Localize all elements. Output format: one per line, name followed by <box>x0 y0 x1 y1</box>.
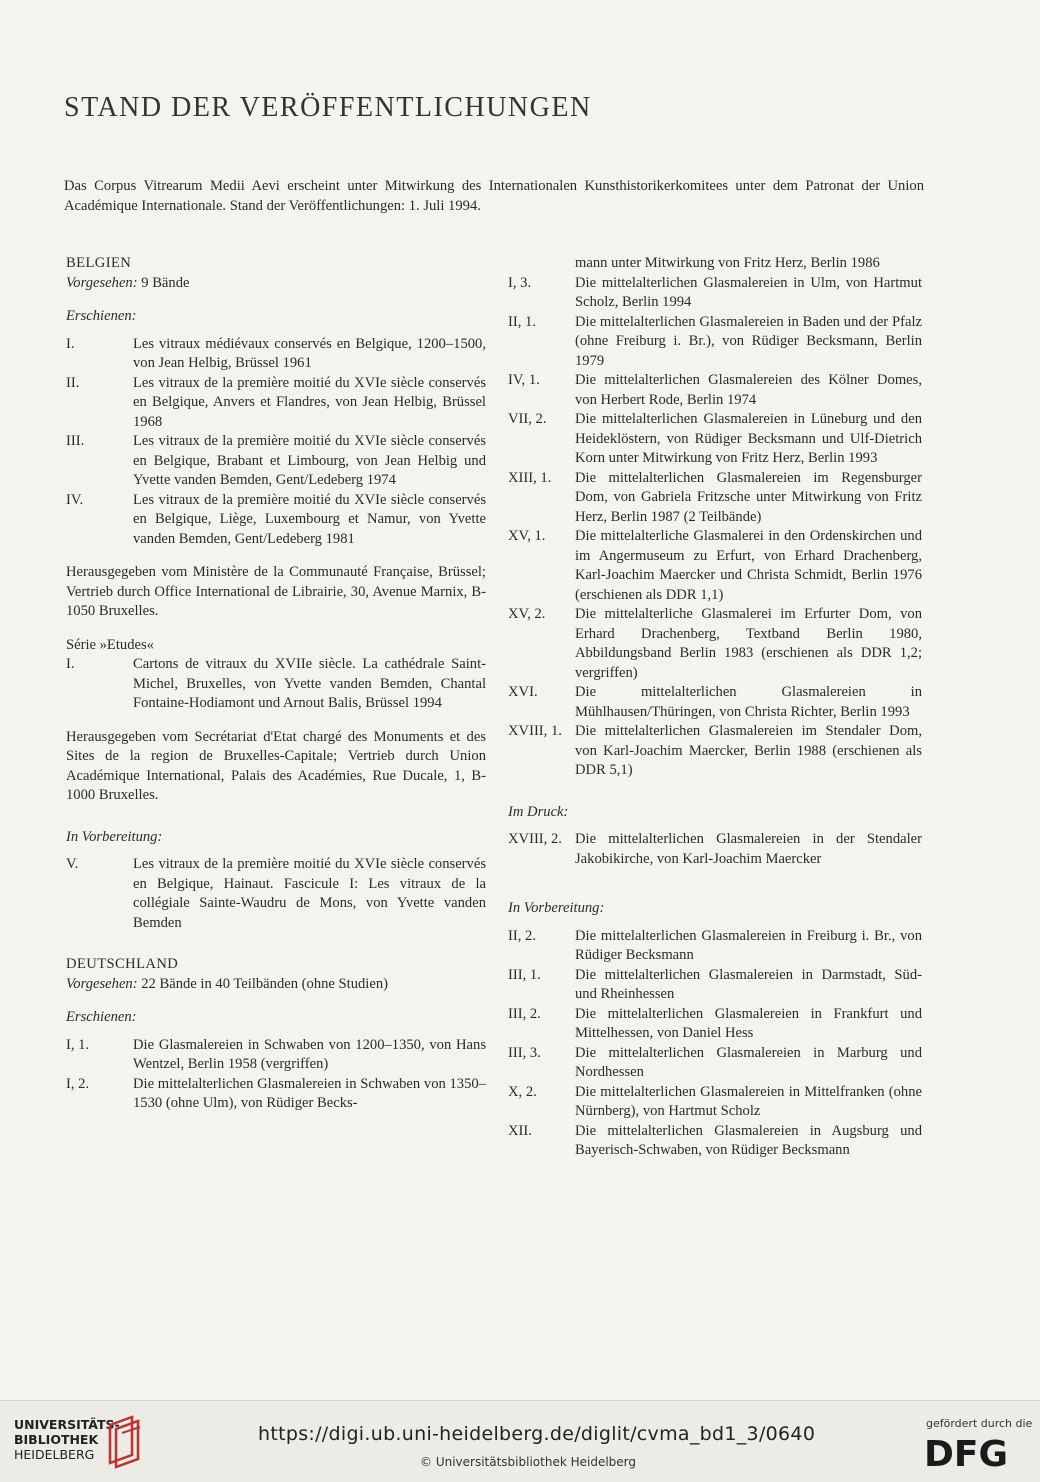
entry-text: Die Glasmalereien in Schwaben von 1200–1350, von Hans Wentzel, Berlin 1958 (vergriffen) <box>133 1036 486 1072</box>
footer-bar <box>0 1400 1040 1482</box>
entry-number: IV, 1. <box>508 372 540 388</box>
left-column <box>66 254 486 1114</box>
entry-text: Cartons de vitraux du XVIIe siècle. La cathédrale Saint-Michel, Bruxelles, von Yvette vanden Bemden, Chantal Fontaine-Hodiamont und Arnout Balis, Brüssel 1994 <box>133 656 486 711</box>
entry-number: II, 2. <box>508 927 536 944</box>
entry-number: XVI. <box>508 684 538 700</box>
list-item <box>66 655 486 714</box>
list-item <box>66 335 486 374</box>
permalink-url[interactable]: https://digi.ub.uni-heidelberg.de/diglit/cvma_bd1_3/0640 <box>258 1423 816 1445</box>
entry-number: I, 3. <box>508 274 532 291</box>
entry-text: Die mittelalterlichen Glasmalereien in Lüneburg und den Heideklöstern, von Rüdiger Becksmann und Ulf-Dietrich Korn unter Mitwirkung von Fritz Herz, Berlin 1993 <box>575 411 922 466</box>
list-item <box>508 1122 922 1161</box>
entry-text: Les vitraux de la première moitié du XVIe siècle conservés en Belgique, Anvers et Flandres, von Jean Helbig, Brüssel 1968 <box>133 374 486 430</box>
entry-number: VII, 2. <box>508 411 547 427</box>
belgien-publisher-1: Herausgegeben vom Ministère de la Communauté Française, Brüssel; Vertrieb durch Office International de Librairie, 30, Avenue Marnix, B-1050 Bruxelles. <box>66 564 486 619</box>
copyright-text: © Universitätsbibliothek Heidelberg <box>420 1455 637 1469</box>
library-name-line3: HEIDELBERG <box>14 1447 95 1462</box>
list-item <box>66 374 486 433</box>
entry-text: Die mittelalterlichen Glasmalereien in der Stendaler Jakobikirche, von Karl-Joachim Maercker <box>575 831 922 867</box>
entry-number: XVIII, 1. <box>508 723 562 739</box>
erschienen-label: Erschienen: <box>66 1009 137 1025</box>
dfg-logo-text: DFG <box>924 1434 1009 1471</box>
list-item <box>66 855 486 933</box>
list-item <box>508 274 922 313</box>
page-title: STAND DER VERÖFFENTLICHUNGEN <box>64 92 592 123</box>
entry-number: XVIII, 2. <box>508 831 562 847</box>
entry-text: Die mittelalterlichen Glasmalereien im Regensburger Dom, von Gabriela Fritzsche unter Mitwirkung von Fritz Herz, Berlin 1987 (2 Teilbände) <box>575 469 922 525</box>
entry-number: II. <box>66 374 80 391</box>
right-column <box>508 254 922 1161</box>
list-item <box>508 371 922 410</box>
vorgesehen-value: 9 Bände <box>137 274 190 291</box>
entry-text: Die mittelalterlichen Glasmalereien in Mittelfranken (ohne Nürnberg), von Hartmut Scholz <box>575 1083 922 1119</box>
list-item <box>508 313 922 372</box>
entry-text: Die mittelalterlichen Glasmalereien in Frankfurt und Mittelhessen, von Daniel Hess <box>575 1005 922 1041</box>
entry-number: V. <box>66 856 79 872</box>
list-item <box>508 927 922 966</box>
entry-number: X, 2. <box>508 1083 537 1100</box>
vorgesehen-label: Vorgesehen: <box>66 975 138 992</box>
list-item <box>508 410 922 469</box>
list-item <box>508 722 922 781</box>
entry-number: XV, 1. <box>508 528 546 544</box>
entry-number: I. <box>66 656 75 672</box>
list-item <box>66 491 486 550</box>
entry-number: II, 1. <box>508 313 536 330</box>
list-item <box>508 683 922 722</box>
entry-number: I. <box>66 335 75 352</box>
entry-text: Die mittelalterlichen Glasmalereien in Marburg und Nordhessen <box>575 1044 922 1080</box>
entry-number: III, 1. <box>508 966 541 983</box>
entry-text: Les vitraux de la première moitié du XVIe siècle conservés en Belgique, Brabant et Limbourg, von Jean Helbig und Yvette vanden Bemden, Gent/Ledeberg 1974 <box>133 433 486 488</box>
deutschland-vorgesehen <box>66 975 486 995</box>
list-item <box>66 1075 486 1114</box>
belgien-vorgesehen <box>66 274 486 294</box>
library-logo[interactable] <box>14 1417 120 1462</box>
vorbereitung-label: In Vorbereitung: <box>508 900 605 916</box>
belgien-serie-list <box>66 655 486 714</box>
entry-number: XV, 2. <box>508 606 546 622</box>
intro-paragraph: Das Corpus Vitrearum Medii Aevi erscheint unter Mitwirkung des Internationalen Kunsthistorikerkomitees unter dem Patronat der Union Académique Internationale. Stand der Veröffentlichungen: 1. Juli 1994. <box>64 178 924 214</box>
entry-text: Die mittelalterliche Glasmalerei im Erfurter Dom, von Erhard Drachenberg, Textband Berlin 1980, Abbildungsband Berlin 1983 (erschienen als DDR 1,2; vergriffen) <box>575 606 922 681</box>
list-item <box>508 254 922 274</box>
entry-number: I, 2. <box>66 1075 90 1092</box>
library-name-line1: UNIVERSITÄTS- <box>14 1417 120 1432</box>
deutschland-erschienen-list-right <box>508 274 922 781</box>
entry-text: Les vitraux de la première moitié du XVIe siècle conservés en Belgique, Hainaut. Fascicule I: Les vitraux de la collégiale Sainte-Waudru de Mons, von Yvette vanden Bemden <box>133 856 486 931</box>
vorbereitung-label: In Vorbereitung: <box>66 828 163 845</box>
entry-text: Die mittelalterlichen Glasmalereien in Ulm, von Hartmut Scholz, Berlin 1994 <box>575 274 922 310</box>
list-item <box>508 1083 922 1122</box>
belgien-erschienen-list <box>66 335 486 550</box>
entry-continuation: mann unter Mitwirkung von Fritz Herz, Berlin 1986 <box>575 255 880 271</box>
library-name-line2: BIBLIOTHEK <box>14 1432 99 1447</box>
deutschland-erschienen-list-left <box>66 1036 486 1114</box>
entry-number: IV. <box>66 491 84 508</box>
entry-text: Die mittelalterlichen Glasmalereien in Augsburg und Bayerisch-Schwaben, von Rüdiger Becksmann <box>575 1122 922 1158</box>
entry-text: Die mittelalterlichen Glasmalereien in Mühlhausen/Thüringen, von Christa Richter, Berlin 1993 <box>575 684 922 720</box>
entry-text: Die mittelalterlichen Glasmalereien in Freiburg i. Br., von Rüdiger Becksmann <box>575 927 922 963</box>
entry-text: Die mittelalterlichen Glasmalereien des Kölner Domes, von Herbert Rode, Berlin 1974 <box>575 372 922 408</box>
erschienen-label: Erschienen: <box>66 308 137 324</box>
vorgesehen-label: Vorgesehen: <box>66 274 138 291</box>
entry-text: Die mittelalterlichen Glasmalereien in Baden und der Pfalz (ohne Freiburg i. Br.), von Rüdiger Becksmann, Berlin 1979 <box>575 313 922 369</box>
entry-text: Les vitraux médiévaux conservés en Belgique, 1200–1500, von Jean Helbig, Brüssel 1961 <box>133 335 486 371</box>
list-item <box>508 605 922 683</box>
list-item <box>508 830 922 869</box>
deutschland-vorbereitung-list <box>508 927 922 1161</box>
list-item <box>508 469 922 528</box>
entry-number: I, 1. <box>66 1036 90 1053</box>
list-item <box>508 1005 922 1044</box>
entry-number: III. <box>66 433 85 449</box>
funded-by-label: gefördert durch die <box>926 1417 1033 1430</box>
entry-number: III, 3. <box>508 1044 541 1061</box>
druck-label: Im Druck: <box>508 803 569 820</box>
list-item <box>508 1044 922 1083</box>
entry-text: Les vitraux de la première moitié du XVIe siècle conservés en Belgique, Liège, Luxembourg et Namur, von Yvette vanden Bemden, Gent/Ledeberg 1981 <box>133 491 486 547</box>
dfg-logo[interactable] <box>922 1433 1026 1471</box>
serie-label: Série »Etudes« <box>66 636 154 653</box>
entry-number: XII. <box>508 1122 532 1139</box>
vorgesehen-value: 22 Bände in 40 Teilbänden (ohne Studien) <box>137 975 388 992</box>
section-heading-belgien: BELGIEN <box>66 255 132 271</box>
book-icon <box>106 1415 144 1469</box>
entry-number: XIII, 1. <box>508 469 552 486</box>
list-item <box>508 527 922 605</box>
list-item <box>508 966 922 1005</box>
list-item <box>66 1036 486 1075</box>
belgien-publisher-2: Herausgegeben vom Secrétariat d'Etat chargé des Monuments et des Sites de la region de Bruxelles-Capitale; Vertrieb durch Union Académique International, Palais des Académies, Rue Ducale, 1, B-1000 Bruxelles. <box>66 728 486 803</box>
entry-text: Die mittelalterlichen Glasmalereien in Darmstadt, Süd- und Rheinhessen <box>575 966 922 1002</box>
section-heading-deutschland: DEUTSCHLAND <box>66 956 179 972</box>
belgien-vorbereitung-list <box>66 855 486 933</box>
entry-text: Die mittelalterliche Glasmalerei in den Ordenskirchen und im Angermuseum zu Erfurt, von Erhard Drachenberg, Karl-Joachim Maercker und Christa Schmidt, Berlin 1976 (erschienen als DDR 1,1) <box>575 528 922 603</box>
entry-text: Die mittelalterlichen Glasmalereien im Stendaler Dom, von Karl-Joachim Maercker, Berlin 1988 (erschienen als DDR 5,1) <box>575 723 922 778</box>
entry-number: III, 2. <box>508 1005 541 1022</box>
deutschland-druck-list <box>508 830 922 869</box>
entry-text: Die mittelalterlichen Glasmalereien in Schwaben von 1350–1530 (ohne Ulm), von Rüdiger Becks- <box>133 1075 486 1111</box>
list-item <box>66 432 486 491</box>
